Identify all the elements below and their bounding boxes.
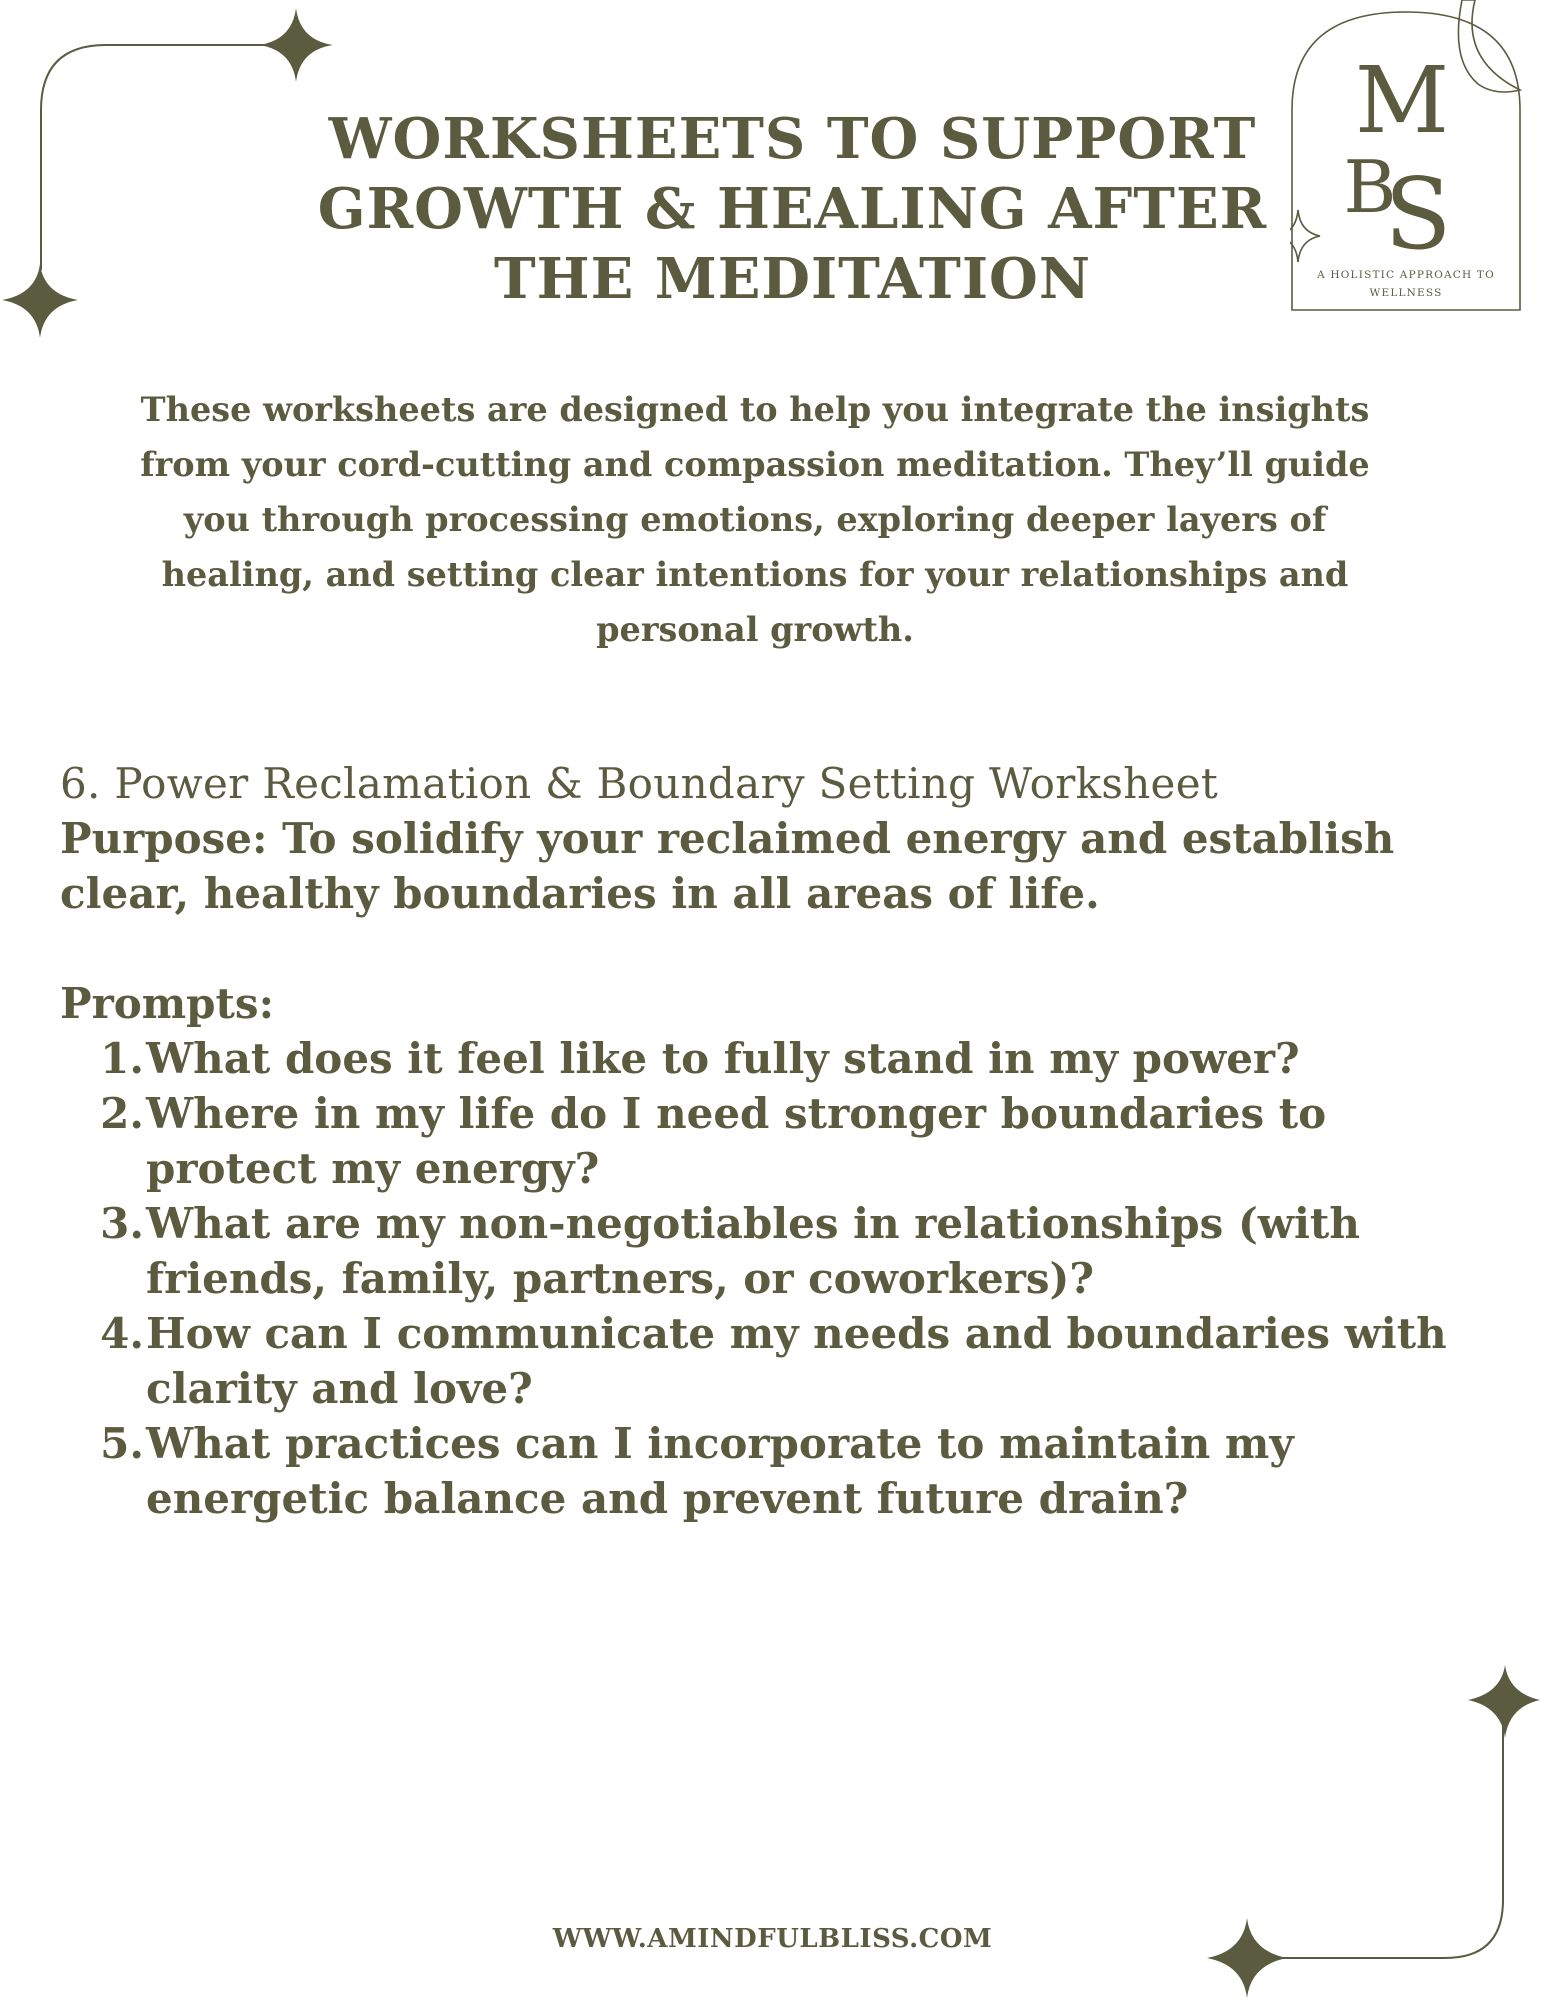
title-line: THE MEDITATION — [493, 246, 1092, 312]
intro-line: personal growth. — [596, 610, 914, 649]
prompt-line: clarity and love? — [146, 1364, 533, 1413]
list-number: 2. — [100, 1089, 144, 1138]
prompt-line: How can I communicate my needs and boundaries with — [146, 1309, 1447, 1358]
list-item — [60, 1031, 1440, 1086]
sparkle-icon — [1468, 1665, 1540, 1738]
logo-tagline-line: A HOLISTIC APPROACH TO — [1317, 269, 1495, 281]
title-line: GROWTH & HEALING AFTER — [317, 176, 1268, 242]
intro-paragraph — [130, 382, 1380, 657]
list-number: 1. — [100, 1034, 144, 1083]
list-number: 3. — [100, 1199, 144, 1248]
sparkle-icon — [2, 264, 78, 338]
intro-line: These worksheets are designed to help you integrate the insights — [140, 390, 1370, 429]
prompt-line: What practices can I incorporate to maintain my — [146, 1419, 1294, 1468]
list-item — [60, 1196, 1440, 1306]
list-number: 5. — [100, 1419, 144, 1468]
prompts-label: Prompts: — [60, 979, 275, 1028]
logo-letter-b: B — [1343, 145, 1397, 229]
intro-line: healing, and setting clear intentions for your relationships and — [161, 555, 1349, 594]
worksheet-section — [60, 756, 1447, 1526]
page-title — [300, 104, 1285, 314]
prompt-line: What are my non-negotiables in relationships (with — [146, 1199, 1360, 1248]
prompt-line: protect my energy? — [146, 1144, 600, 1193]
logo-letter-s: S — [1384, 158, 1452, 272]
intro-line: you through processing emotions, exploring deeper layers of — [183, 500, 1327, 539]
logo-tagline-line: WELLNESS — [1369, 287, 1443, 299]
logo-letter-m: M — [1354, 47, 1450, 154]
website-link[interactable]: WWW.AMINDFULBLISS.COM — [552, 1924, 993, 1954]
purpose-line: clear, healthy boundaries in all areas of life. — [60, 869, 1100, 918]
prompt-line: friends, family, partners, or coworkers)? — [146, 1254, 1095, 1303]
list-number: 4. — [100, 1309, 144, 1358]
prompt-line: What does it feel like to fully stand in my power? — [146, 1034, 1300, 1083]
purpose-line: Purpose: To solidify your reclaimed energy and establish — [60, 814, 1395, 863]
prompt-line: energetic balance and prevent future drain? — [146, 1474, 1189, 1523]
intro-line: from your cord-cutting and compassion meditation. They’ll guide — [140, 445, 1370, 484]
sparkle-icon — [259, 8, 333, 82]
logo-tagline — [1290, 266, 1522, 302]
list-item — [60, 1306, 1447, 1416]
list-item — [60, 1416, 1440, 1526]
prompt-line: Where in my life do I need stronger boundaries to — [146, 1089, 1327, 1138]
worksheet-heading: 6. Power Reclamation & Boundary Setting Worksheet — [60, 759, 1219, 808]
prompts-list — [60, 1031, 1447, 1526]
title-line: WORKSHEETS TO SUPPORT — [328, 106, 1257, 172]
list-item — [60, 1086, 1440, 1196]
